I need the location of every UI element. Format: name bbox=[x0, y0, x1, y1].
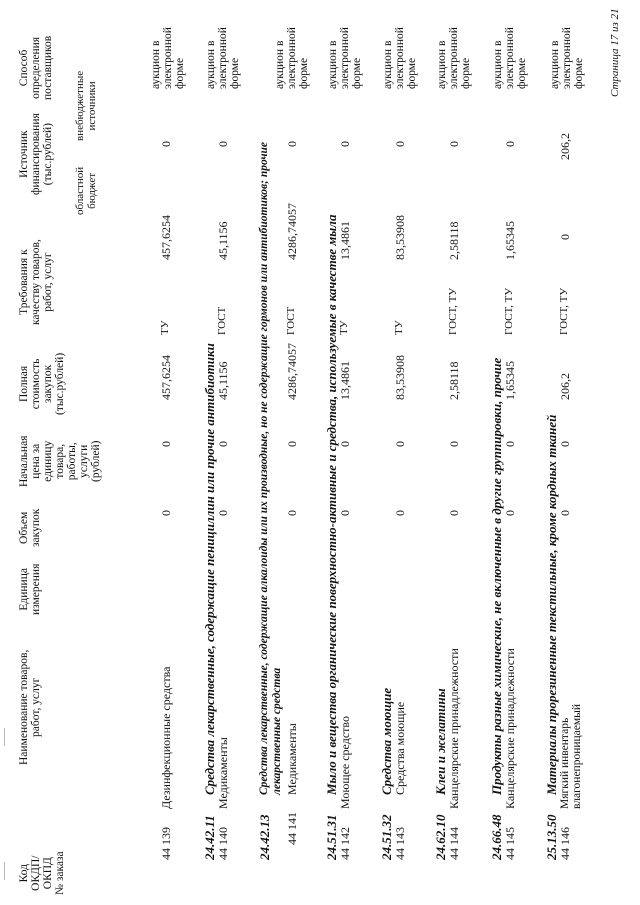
row-price: 0 bbox=[216, 441, 230, 447]
row-method: аукцион в электронной форме bbox=[327, 27, 363, 89]
section-title: Средства лекарственные, содержащие алкалоиды или их производные, но не содержащие гормонов или антибиотиков; прочие лекарственные средства bbox=[258, 142, 283, 795]
section-code: 24.62.10 bbox=[433, 814, 448, 860]
row-req: ТУ bbox=[393, 320, 405, 335]
row-method: аукцион в электронной форме bbox=[382, 27, 418, 89]
row-extra: 0 bbox=[338, 141, 352, 147]
row-regional: 457,6254 bbox=[159, 215, 173, 260]
row-volume: 0 bbox=[558, 510, 572, 516]
header-name: Наименование товаров, работ, услуг bbox=[18, 649, 42, 765]
section-title: Средства моющие bbox=[379, 687, 394, 795]
row-total: 206,2 bbox=[558, 373, 572, 400]
row-req: ГОСТ, ТУ bbox=[503, 287, 515, 335]
row-regional: 1,65345 bbox=[503, 221, 517, 260]
row-price: 0 bbox=[447, 441, 461, 447]
header-volume: Объем закупок bbox=[18, 508, 42, 547]
row-total: 2,58118 bbox=[447, 361, 461, 400]
row-regional: 83,53908 bbox=[393, 215, 407, 260]
row-req: ТУ bbox=[159, 320, 171, 335]
section-title: Мыло и вещества органические поверхностно-активные и средства, используемые в качестве мыла bbox=[324, 214, 339, 795]
header-method: Способ определения поставщиков bbox=[18, 35, 54, 100]
row-regional: 13,4861 bbox=[338, 221, 352, 260]
header-source-extra: внебюджетные источники bbox=[74, 70, 98, 141]
row-name: Средства моющие bbox=[393, 701, 407, 795]
header-price: Начальная цена за единицу товара, работы, услуги (рублей) bbox=[18, 435, 102, 487]
row-order: 44 146 bbox=[558, 827, 572, 860]
row-extra: 0 bbox=[285, 141, 299, 147]
header-source: Источник финансирования (тыс.рублей) bbox=[18, 113, 54, 195]
row-regional: 2,58118 bbox=[447, 221, 461, 260]
row-req: ГОСТ bbox=[285, 306, 297, 335]
section-code: 24.42.11 bbox=[202, 815, 217, 860]
row-order: 44 140 bbox=[216, 827, 230, 860]
section-code: 24.51.32 bbox=[379, 814, 394, 860]
row-price: 0 bbox=[159, 441, 173, 447]
row-req: ГОСТ bbox=[216, 306, 228, 335]
row-extra: 0 bbox=[393, 141, 407, 147]
row-method: аукцион в электронной форме bbox=[492, 27, 528, 89]
row-name: Медикаменты bbox=[285, 723, 299, 795]
row-regional: 0 bbox=[558, 234, 572, 240]
row-order: 44 143 bbox=[393, 827, 407, 860]
row-req: ГОСТ, ТУ bbox=[447, 287, 459, 335]
row-total: 45,1156 bbox=[216, 361, 230, 400]
row-order: 44 144 bbox=[447, 827, 461, 860]
row-total: 13,4861 bbox=[338, 361, 352, 400]
header-requirements: Требования к качеству товаров, работ, услуг bbox=[18, 239, 54, 325]
section-title: Материалы прорезиненные текстильные, кроме кордных тканей bbox=[544, 414, 559, 795]
row-method: аукцион в электронной форме bbox=[549, 27, 585, 89]
scan-edge-mark bbox=[4, 728, 5, 746]
row-regional: 4286,74057 bbox=[285, 203, 299, 260]
section-title: Продукты разные химические, не включенные в другие группировки, прочие bbox=[489, 357, 504, 795]
row-extra: 206,2 bbox=[558, 133, 572, 160]
row-total: 1,65345 bbox=[503, 361, 517, 400]
row-volume: 0 bbox=[338, 510, 352, 516]
row-method: аукцион в электронной форме bbox=[436, 27, 472, 89]
row-total: 4286,74057 bbox=[285, 343, 299, 400]
page-number: Страница 17 из 21 bbox=[609, 8, 621, 97]
section-code: 24.42.13 bbox=[257, 814, 272, 860]
row-volume: 0 bbox=[216, 510, 230, 516]
row-regional: 45,1156 bbox=[216, 221, 230, 260]
row-name: Канцелярские принадлежности bbox=[503, 648, 517, 809]
scan-edge-mark bbox=[4, 862, 5, 880]
row-volume: 0 bbox=[159, 510, 173, 516]
header-code: Код ОКДП/ ОКПД № заказа bbox=[18, 851, 66, 895]
header-source-regional: областной бюджет bbox=[74, 166, 98, 215]
row-extra: 0 bbox=[216, 141, 230, 147]
row-volume: 0 bbox=[503, 510, 517, 516]
section-code: 25.13.50 bbox=[544, 814, 559, 860]
row-price: 0 bbox=[285, 441, 299, 447]
row-method: аукцион в электронной форме bbox=[150, 27, 186, 89]
row-method: аукцион в электронной форме bbox=[274, 27, 310, 89]
section-code: 24.66.48 bbox=[489, 814, 504, 860]
section-title: Средства лекарственные, содержащие пенициллин или прочие антибиотики bbox=[202, 343, 217, 795]
row-order: 44 142 bbox=[338, 827, 352, 860]
row-volume: 0 bbox=[447, 510, 461, 516]
row-total: 83,53908 bbox=[393, 355, 407, 400]
row-name: Медикаменты bbox=[216, 737, 230, 809]
row-volume: 0 bbox=[285, 510, 299, 516]
row-order: 44 145 bbox=[503, 827, 517, 860]
row-total: 457,6254 bbox=[159, 355, 173, 400]
row-name: Моющее средство bbox=[338, 716, 352, 809]
row-extra: 0 bbox=[503, 141, 517, 147]
row-order: 44 139 bbox=[159, 827, 173, 860]
row-price: 0 bbox=[503, 441, 517, 447]
row-price: 0 bbox=[393, 441, 407, 447]
row-price: 0 bbox=[558, 441, 572, 447]
row-name: Мягкий инвентарь влагонепроницаемый bbox=[559, 703, 583, 809]
row-volume: 0 bbox=[393, 510, 407, 516]
row-extra: 0 bbox=[447, 141, 461, 147]
row-req: ТУ bbox=[338, 320, 350, 335]
row-extra: 0 bbox=[159, 141, 173, 147]
section-title: Клеи и желатины bbox=[433, 688, 448, 795]
row-name: Дезинфекционные средства bbox=[159, 666, 173, 809]
section-code: 24.51.31 bbox=[324, 814, 339, 860]
header-total: Полная стоимость закупок (тыс.рублей) bbox=[18, 352, 66, 415]
header-unit: Единица измерения bbox=[18, 563, 42, 615]
row-req: ГОСТ, ТУ bbox=[558, 287, 570, 335]
row-order: 44 141 bbox=[285, 812, 299, 845]
row-price: 0 bbox=[338, 441, 352, 447]
row-method: аукцион в электронной форме bbox=[205, 27, 241, 89]
row-name: Канцелярские принадлежности bbox=[447, 648, 461, 809]
